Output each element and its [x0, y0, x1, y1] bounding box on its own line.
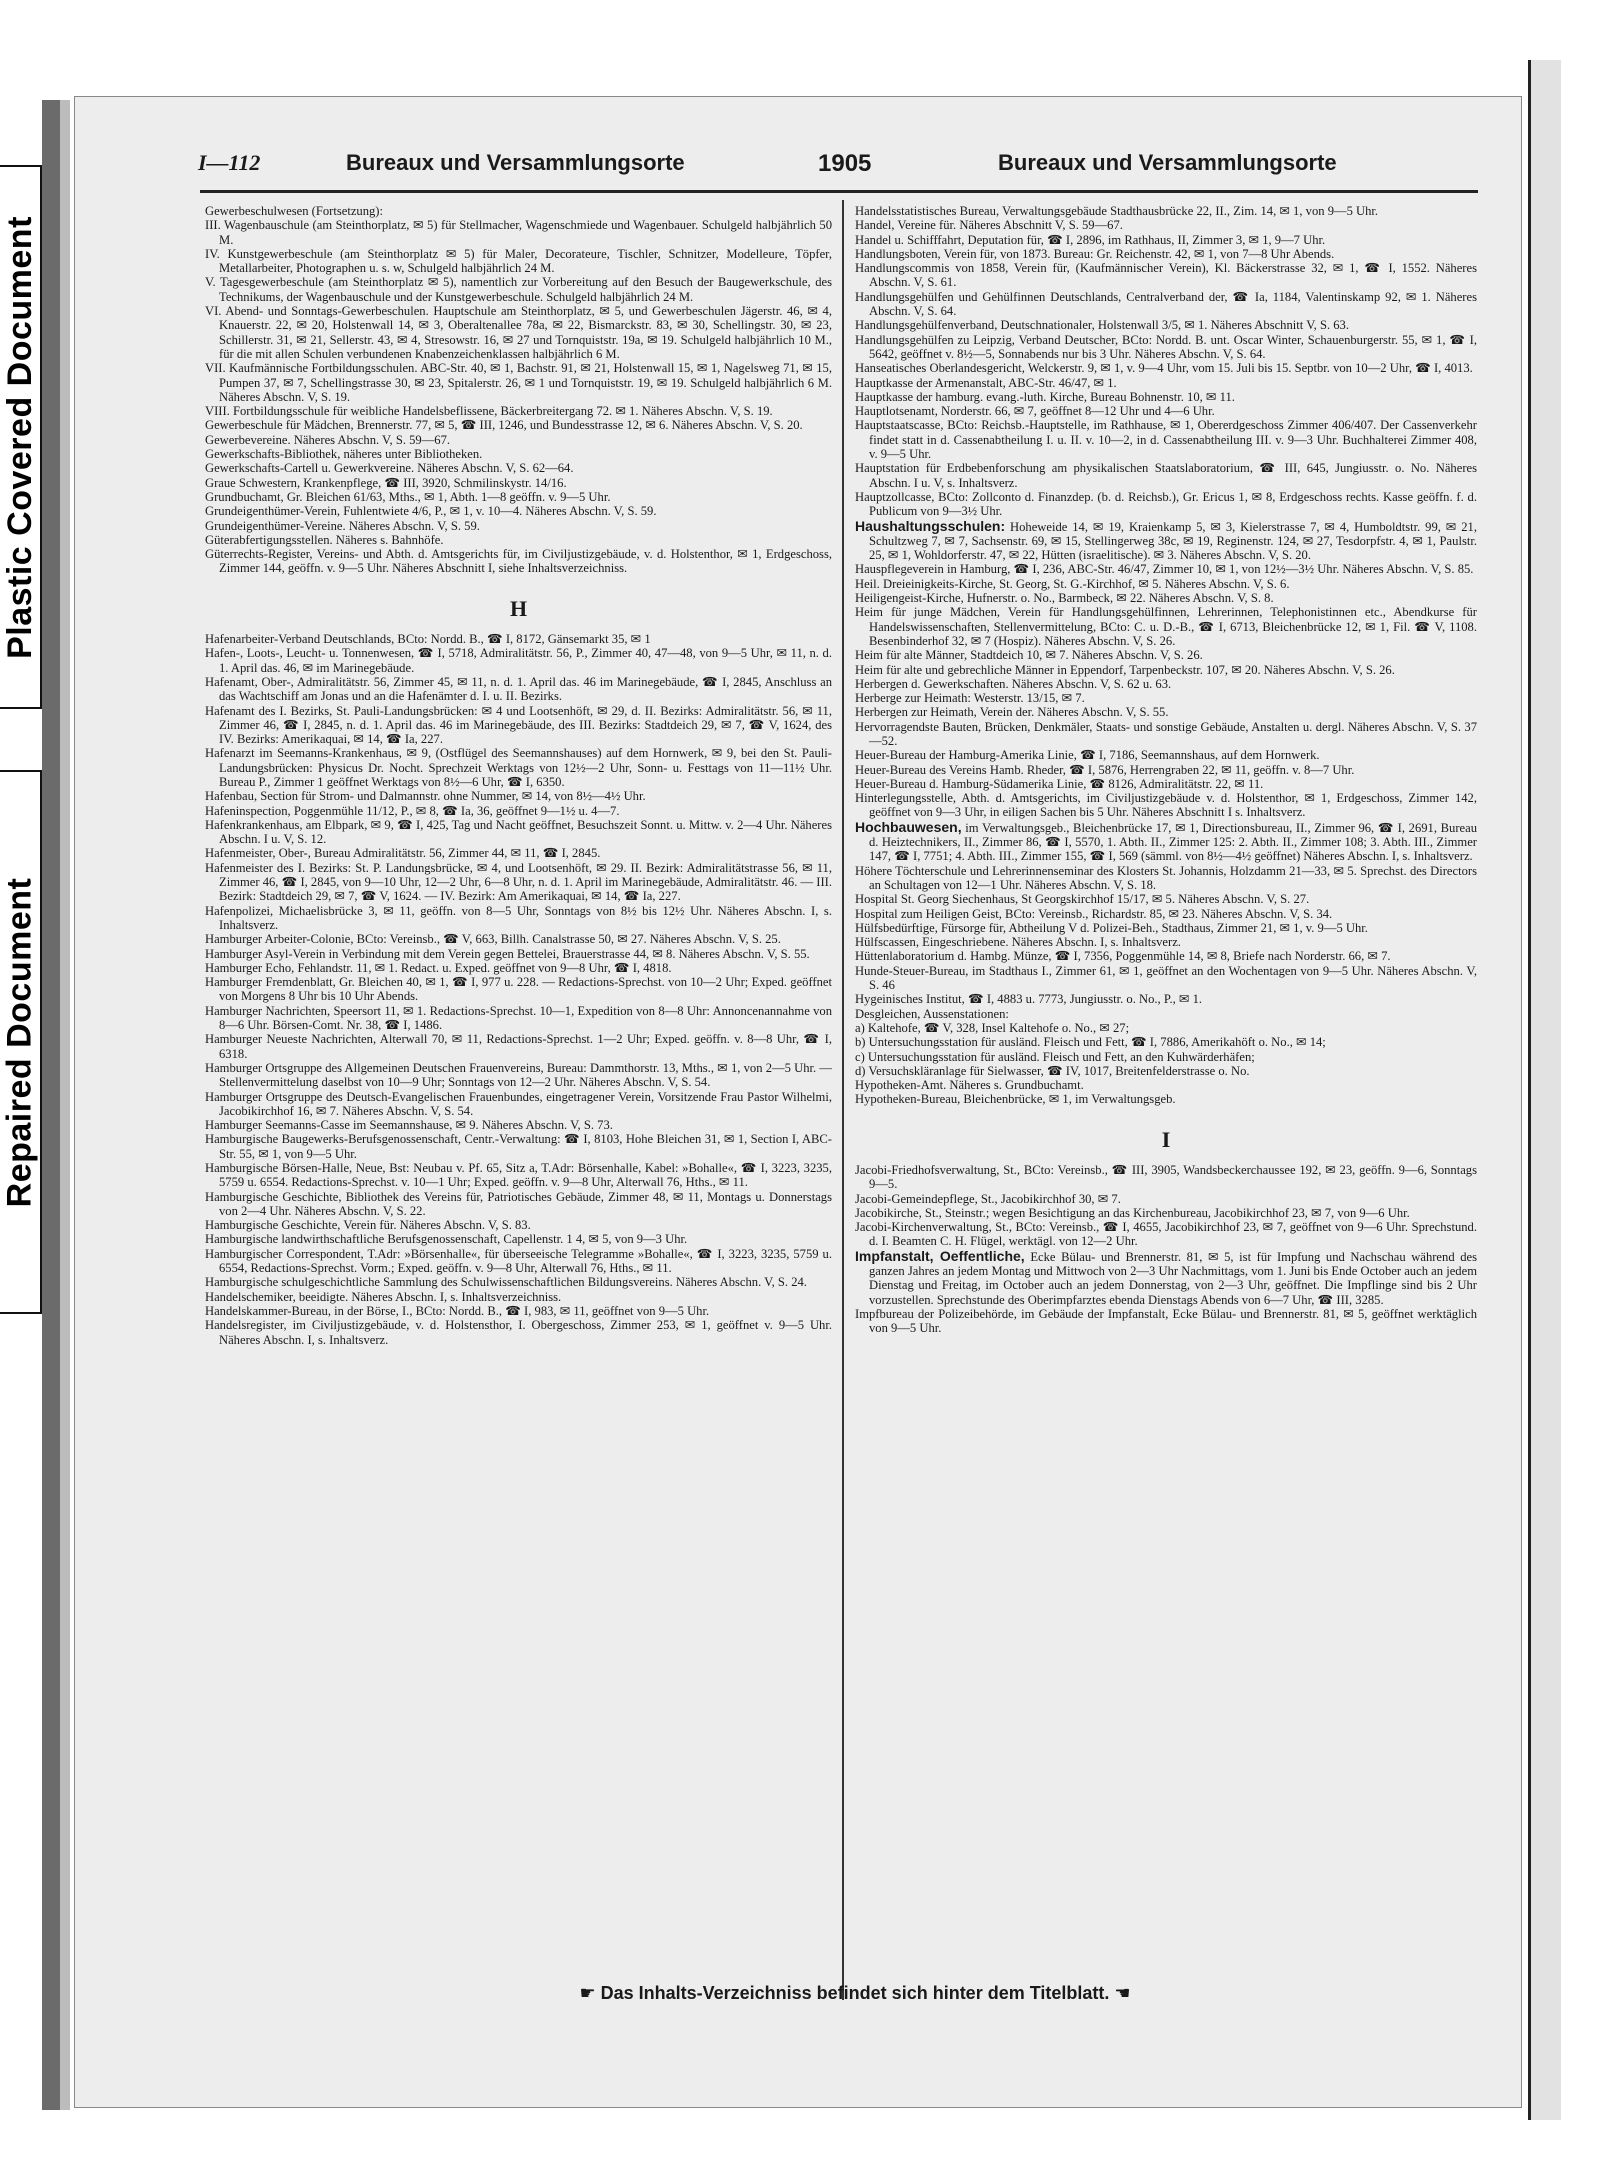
- directory-entry: Hauptkasse der Armenanstalt, ABC-Str. 46/47, ✉ 1.: [855, 375, 1117, 390]
- hochbau-entry: [855, 820, 1477, 864]
- directory-entry: Hafenmeister des I. Bezirks: St. P. Landungsbrücke, ✉ 4, und Lootsenhöft, ✉ 29. II. Bezirk: Admiralitätstrasse 56, ✉ 11, Zimmer 46, ☎ I, 2845, von 9—10 Uhr, 12—2 Uhr, 6—8 Uhr, n. d. 1. April im Marinegebäude, Admiralitätstr. 46. — III. Bezirk: Stadtdeich 29, ✉ 7, ☎ V, 1624. — IV. Bezirk: Am Amerikaquai, ✉ 14, ☎ Ia, 227.: [205, 860, 832, 904]
- directory-entry: Grundeigenthümer-Verein, Fuhlentwiete 4/6, P., ✉ 1, v. 10—4. Näheres Abschn. V, S. 59.: [205, 504, 657, 519]
- directory-entry: Handelschemiker, beeidigte. Näheres Abschn. I, s. Inhaltsverzeichniss.: [205, 1289, 562, 1304]
- right-entries-b: [855, 562, 1477, 819]
- directory-entry: Hamburger Fremdenblatt, Gr. Bleichen 40, ✉ 1, ☎ I, 977 u. 228. — Redactions-Sprechst. von 10—2 Uhr; Exped. geöffnet von Morgens 8 Uhr bis 10 Uhr Abends.: [205, 975, 832, 1004]
- directory-entry: Gewerbevereine. Näheres Abschn. V, S. 59—67.: [205, 432, 451, 447]
- footer-text: Das Inhalts-Verzeichniss befindet sich hinter dem Titelblatt.: [600, 1983, 1110, 2003]
- directory-entry: Hauptkasse der hamburg. evang.-luth. Kirche, Bureau Bohnenstr. 10, ✉ 11.: [855, 389, 1235, 404]
- directory-entry: Hospital St. Georg Siechenhaus, St Georgskirchhof 15/17, ✉ 5. Näheres Abschn. V, S. 27.: [855, 892, 1310, 907]
- directory-entry: Handlungsgehülfen zu Leipzig, Verband Deutscher, BCto: Nordd. B. unt. Oscar Winter, Schauenburgerstr. 55, ✉ 1, ☎ I, 5642, geöffnet v. 8½—5, Sonnabends nur bis 3 Uhr. Näheres Abschn. V, S. 64.: [855, 332, 1477, 361]
- directory-entry: Hamburger Ortsgruppe des Allgemeinen Deutschen Frauenvereins, Bureau: Dammthorstr. 13, Mths., ✉ 1, von 2—5 Uhr. — Stellenvermittelung daselbst von 10—9 Uhr; Sonntags von 12—2 Uhr. Näheres Abschn. V, S. 54.: [205, 1060, 832, 1090]
- haushaltung-heading: Haushaltungsschulen:: [855, 517, 1006, 534]
- right-entries-a: [855, 204, 1477, 519]
- header-title-left: Bureaux und Versammlungsorte: [346, 150, 685, 175]
- directory-entry: Hamburger Asyl-Verein in Verbindung mit dem Verein gegen Bettelei, Brauerstrasse 44, ✉ 8. Näheres Abschn. V, S. 55.: [205, 946, 810, 961]
- school-entry: VI. Abend- und Sonntags-Gewerbeschulen. Hauptschule am Steinthorplatz, ✉ 5, und Gewerbeschulen Jägerstr. 46, ✉ 4, Knauerstr. 22, ✉ 20, Holstenwall 14, ✉ 3, Oberaltenallee 78a, ✉ 22, Bismarckstr. 83, ✉ 30, Schellingstr. 30, ✉ 23, Schillerstr. 31, ✉ 21, Sellerstr. 43, ✉ 4, Stresowstr. 16, ✉ 27 und Tornquiststr. 19a, ✉ 19. Schulgeld halbjährlich 10 M., für die mit allen Schulen verbundenen Knabenzeichenklassen halbjährlich 6 M.: [205, 304, 832, 361]
- directory-entry: Jacobi-Kirchenverwaltung, St., BCto: Vereinsb., ☎ I, 4655, Jacobikirchhof 23, ✉ 7, geöffnet von 9—6 Uhr. Sprechstund. d. I. Beamten C. H. Flügel, werktägl. von 12—2 Uhr.: [855, 1220, 1477, 1249]
- directory-entry: Hypotheken-Bureau, Bleichenbrücke, ✉ 1, im Verwaltungsgeb.: [855, 1092, 1176, 1107]
- desgleichen-items: [855, 1021, 1477, 1078]
- directory-entry: Hamburger Neueste Nachrichten, Alterwall 70, ✉ 11, Redactions-Sprechst. 1—2 Uhr; Exped. geöffn. v. 8—8 Uhr, ☎ I, 6318.: [205, 1032, 832, 1061]
- header-year: 1905: [818, 150, 872, 177]
- directory-entry: Hinterlegungsstelle, Abth. d. Amtsgerichts, im Civiljustizgebäude v. d. Holstenthor, ✉ 1, Erdgeschoss, Zimmer 142, geöffnet von 9—3 Uhr, in eiligen Sachen bis 5 Uhr. Näheres Abschnitt I s. Inhaltsverz.: [855, 791, 1477, 820]
- directory-entry: Jacobi-Gemeindepflege, St., Jacobikirchhof 30, ✉ 7.: [855, 1191, 1121, 1206]
- desgleichen-heading: Desgleichen, Aussenstationen:: [855, 1006, 1009, 1021]
- facing-page-fragments: [1562, 190, 1600, 1840]
- directory-entry: Hervorragendste Bauten, Brücken, Denkmäler, Staats- und sonstige Gebäude, Anstalten u. dergl. Näheres Abschn. V, S. 37—52.: [855, 719, 1477, 748]
- directory-entry: Jacobi-Friedhofsverwaltung, St., BCto: Vereinsb., ☎ III, 3905, Wandsbeckerchaussee 192, ✉ 23, geöffn. 9—6, Sonntags 9—5.: [855, 1163, 1477, 1192]
- directory-entry: Handelsstatistisches Bureau, Verwaltungsgebäude Stadthausbrücke 22, II., Zim. 14, ✉ 1, von 9—5 Uhr.: [855, 204, 1379, 218]
- directory-entry: Hospital zum Heiligen Geist, BCto: Vereinsb., Richardstr. 85, ✉ 23. Näheres Abschn. V, S. 34.: [855, 906, 1333, 921]
- header-rule: [200, 190, 1478, 193]
- directory-entry: Hamburgische schulgeschichtliche Sammlung des Schulwissenschaftlichen Bildungsvereins. Näheres Abschn. V, S. 24.: [205, 1275, 807, 1290]
- h-entries: [205, 632, 832, 1347]
- directory-entry: Herbergen zur Heimath, Verein der. Näheres Abschn. V, S. 55.: [855, 705, 1169, 720]
- directory-entry: Hanseatisches Oberlandesgericht, Welckerstr. 9, ✉ 1, v. 9—4 Uhr, vom 15. Juli bis 15. Septbr. von 10—2 Uhr, ☎ I, 4013.: [855, 361, 1473, 376]
- directory-entry: Hafenarbeiter-Verband Deutschlands, BCto: Nordd. B., ☎ I, 8172, Gänsemarkt 35, ✉ 1: [205, 632, 651, 647]
- directory-entry: Heim für junge Mädchen, Verein für Handlungsgehülfinnen, Lehrerinnen, Telephonistinnen etc., Abendkurse für Handelswissenschaften, Stellenvermittelung, BCto: C. u. D.-B., ☎ I, 6713, Bleichenbrücke 12, ✉ 1, Fil. ☎ V, 1108. Besenbinderhof 32, ✉ 7 (Hospiz). Näheres Abschn. V, S. 26.: [855, 605, 1477, 648]
- impfbureau-entry: Impfbureau der Polizeibehörde, im Gebäude der Impfanstalt, Ecke Bülau- und Brennerstr. 81, ✉ 5, geöffnet werktäglich von 9—5 Uhr.: [855, 1306, 1477, 1336]
- directory-entry: Hülfscassen, Eingeschriebene. Näheres Abschn. I, s. Inhaltsverz.: [855, 935, 1181, 950]
- directory-entry: Gewerkschafts-Bibliothek, näheres unter Bibliotheken.: [205, 447, 483, 462]
- directory-entry: Hauptlotsenamt, Norderstr. 66, ✉ 7, geöffnet 8—12 Uhr und 4—6 Uhr.: [855, 404, 1215, 419]
- directory-entry: Handlungscommis von 1858, Verein für, (Kaufmännischer Verein), Kl. Bäckerstrasse 32, ✉ 1, ☎ I, 1552. Näheres Abschn. V, S. 61.: [855, 261, 1477, 290]
- repaired-document-tab: [0, 770, 42, 1314]
- school-entry: VII. Kaufmännische Fortbildungsschulen. ABC-Str. 40, ✉ 1, Bachstr. 91, ✉ 21, Holstenwall 15, ✉ 1, Nagelsweg 71, ✉ 15, Pumpen 37, ✉ 7, Schellingstrasse 30, ✉ 23, Spitalerstr. 26, ✉ 1 und Tornquiststr. 19, ✉ 19. Schulgeld halbjährlich 6 M. Näheres Abschn. V, S. 19.: [205, 361, 832, 404]
- directory-entry: Hafen-, Loots-, Leucht- u. Tonnenwesen, ☎ I, 5718, Admiralitätstr. 56, P., Zimmer 40, 47—48, von 9—5 Uhr, ✉ 11, n. d. 1. April das. 46, ✉ im Marinegebäude.: [205, 646, 832, 675]
- directory-entry: Handlungsboten, Verein für, von 1873. Bureau: Gr. Reichenstr. 42, ✉ 1, von 7—8 Uhr Abends.: [855, 246, 1335, 261]
- plastic-covered-label: Plastic Covered Document: [0, 215, 39, 659]
- directory-entry: Gewerkschafts-Cartell u. Gewerkvereine. Näheres Abschn. V, S. 62—64.: [205, 461, 574, 476]
- directory-entry: Jacobikirche, St., Steinstr.; wegen Besichtigung an das Kirchenbureau, Jacobikirchhof 23, ✉ 7, von 9—6 Uhr.: [855, 1205, 1410, 1220]
- section-h-letter: H: [509, 595, 528, 621]
- pointing-hand-right-icon: ☚: [1114, 1983, 1131, 2003]
- directory-entry: Hafenamt des I. Bezirks, St. Pauli-Landungsbrücken: ✉ 4 und Lootsenhöft, ✉ 29, d. II. Bezirks: Admiralitätstr. 56, ✉ 11, Zimmer 46, ☎ I, 2845, n. d. 1. April das. 46 im Marinegebäude, des III. Bezirks: Stadtdeich 29, ✉ 7, ☎ V, 1624, des IV. Bezirks: Amerikaquai, ✉ 14, ☎ Ia, 227.: [205, 703, 832, 747]
- directory-entry: Hunde-Steuer-Bureau, im Stadthaus I., Zimmer 61, ✉ 1, geöffnet an den Wochentagen von 9—5 Uhr. Näheres Abschn. V, S. 46: [855, 963, 1477, 993]
- directory-entry: Handelskammer-Bureau, in der Börse, I., BCto: Nordd. B., ☎ I, 983, ✉ 11, geöffnet von 9—5 Uhr.: [205, 1303, 710, 1318]
- directory-entry: Hülfsbedürftige, Fürsorge für, Abtheilung V d. Polizei-Beh., Stadthaus, Zimmer 21, ✉ 1, v. 9—5 Uhr.: [855, 920, 1368, 935]
- directory-entry: Hamburgische Baugewerks-Berufsgenossenschaft, Centr.-Verwaltung: ☎ I, 8103, Hohe Bleichen 31, ✉ 1, Section I, ABC-Str. 55, ✉ 1, von 9—5 Uhr.: [205, 1132, 832, 1161]
- directory-entry: Grundeigenthümer-Vereine. Näheres Abschn. V, S. 59.: [205, 518, 480, 533]
- impfanstalt-entry: [855, 1249, 1477, 1307]
- school-entry: III. Wagenbauschule (am Steinthorplatz, ✉ 5) für Stellmacher, Wagenschmiede und Wagenbauer. Schulgeld halbjährlich 50 M.: [205, 218, 832, 247]
- directory-entry: Heuer-Bureau der Hamburg-Amerika Linie, ☎ I, 7186, Seemannshaus, auf dem Hornwerk.: [855, 748, 1320, 763]
- directory-entry: Handlungsgehülfenverband, Deutschnationaler, Holstenwall 3/5, ✉ 1. Näheres Abschnitt V, S. 63.: [855, 318, 1350, 333]
- directory-entry: Hauspflegeverein in Hamburg, ☎ I, 236, ABC-Str. 46/47, Zimmer 10, ✉ 1, von 12½—3½ Uhr. Näheres Abschn. V, S. 85.: [855, 562, 1474, 577]
- directory-entry: Hamburger Arbeiter-Colonie, BCto: Vereinsb., ☎ V, 663, Billh. Canalstrasse 50, ✉ 27. Näheres Abschn. V, S. 25.: [205, 932, 781, 947]
- continuation-heading: Gewerbeschulwesen (Fortsetzung):: [205, 204, 384, 218]
- right-entries-d: [855, 1078, 1477, 1107]
- directory-entry: Hamburger Ortsgruppe des Deutsch-Evangelischen Frauenbundes, eingetragener Verein, Vorsitzende Frau Pastor Wilhelmi, Jacobikirchhof 16, ✉ 7. Näheres Abschn. V, S. 54.: [205, 1089, 832, 1118]
- haushaltung-body: Hoheweide 14, ✉ 19, Kraienkamp 5, ✉ 3, Kielerstrasse 7, ✉ 4, Humboldtstr. 99, ✉ 21, Schultzweg 7, ✉ 7, Sachsenstr. 69, ✉ 15, Stellingerweg 38c, ✉ 19, Reginenstr. 124, ✉ 27, Tesdorpfstr. 4, ✉ 1, Paulstr. 25, ✉ 1, Wohldorferstr. 47, ✉ 22, Hütten (israelitische). ✉ 3. Näheres Abschn. V, S. 20.: [869, 519, 1477, 563]
- page-footer: [455, 1983, 1255, 2009]
- directory-entry: Graue Schwestern, Krankenpflege, ☎ III, 3920, Schmilinskystr. 14/16.: [205, 475, 567, 490]
- directory-entry: Hauptzollcasse, BCto: Zollconto d. Finanzdep. (b. d. Reichsb.), Gr. Ericus 1, ✉ 8, Erdgeschoss rechts. Kasse geöffn. f. d. Publicum von 9—3½ Uhr.: [855, 489, 1477, 519]
- directory-entry: Hafenmeister, Ober-, Bureau Admiralitätstr. 56, Zimmer 44, ✉ 11, ☎ I, 2845.: [205, 846, 601, 861]
- sub-station-entry: a) Kaltehofe, ☎ V, 328, Insel Kaltehofe o. No., ✉ 27;: [855, 1020, 1130, 1035]
- directory-entry: Hamburgische Geschichte, Bibliothek des Vereins für, Patriotisches Gebäude, Zimmer 48, ✉ 11, Montags u. Donnerstags von 2—4 Uhr. Näheres Abschn. V, S. 22.: [205, 1189, 832, 1218]
- schools-list: [205, 218, 832, 418]
- school-entry: IV. Kunstgewerbeschule (am Steinthorplatz ✉ 5) für Maler, Decorateure, Tischler, Schnitzer, Modelleure, Töpfer, Metallarbeiter, Photographen u. s. w, Schulgeld halbjährlich 24 M.: [205, 246, 832, 276]
- school-entry: VIII. Fortbildungsschule für weibliche Handelsbeflissene, Bäckerbreitergang 72. ✉ 1. Näheres Abschn. V, S. 19.: [205, 404, 773, 419]
- directory-entry: Hygeinisches Institut, ☎ I, 4883 u. 7773, Jungiusstr. o. No., P., ✉ 1.: [855, 992, 1203, 1007]
- directory-entry: Hamburger Seemanns-Casse im Seemannshause, ✉ 9. Näheres Abschn. V, S. 73.: [205, 1118, 613, 1133]
- directory-entry: Hafenpolizei, Michaelisbrücke 3, ✉ 11, geöffn. von 8—5 Uhr, Sonntags von 8½ bis 12½ Uhr. Näheres Abschn. I, s. Inhaltsverz.: [205, 903, 832, 932]
- sub-station-entry: c) Untersuchungsstation für ausländ. Fleisch und Fett, an den Kuhwärderhäfen;: [855, 1049, 1255, 1064]
- directory-entry: Hamburgische Börsen-Halle, Neue, Bst: Neubau v. Pf. 65, Sitz a, T.Adr: Börsenhalle, Kabel: »Bohalle«, ☎ I, 3223, 3235, 5759 u. 6554. Redactions-Sprechst. v. 10—1 Uhr; Exped. geöffn. v. 9—8 Uhr, Alterwall 76, Hths., ✉ 11.: [205, 1161, 832, 1190]
- right-column: [855, 204, 1477, 1336]
- directory-entry: Handelsregister, im Civiljustizgebäude, v. d. Holstensthor, I. Obergeschoss, Zimmer 253, ✉ 1, geöffnet v. 9—5 Uhr. Näheres Abschn. I, s. Inhaltsverz.: [205, 1318, 832, 1347]
- plastic-covered-tab: [0, 165, 42, 709]
- directory-entry: Heiligengeist-Kirche, Hufnerstr. o. No., Barmbeck, ✉ 22. Näheres Abschn. V, S. 8.: [855, 591, 1274, 606]
- directory-entry: Hauptstation für Erdbebenforschung am physikalischen Staatslaboratorium, ☎ III, 645, Jungiusstr. o. No. Näheres Abschn. I u. V, s. Inhaltsverz.: [855, 461, 1477, 490]
- directory-entry: Heim für alte und gebrechliche Männer in Eppendorf, Tarpenbeckstr. 107, ✉ 20. Näheres Abschn. V, S. 26.: [855, 662, 1395, 677]
- left-entries: [205, 418, 832, 575]
- directory-entry: Güterrechts-Register, Vereins- und Abth. d. Amtsgerichts für, im Civiljustizgebäude, v. d. Holstenthor, ✉ 1, Erdgeschoss, Zimmer 144, geöffn. v. 9—5 Uhr. Näheres Abschnitt I, siehe Inhaltsverzeichniss.: [205, 547, 832, 576]
- impfanstalt-heading: Impfanstalt, Oeffentliche,: [855, 1247, 1025, 1264]
- directory-entry: Hafeninspection, Poggenmühle 11/12, P., ✉ 8, ☎ Ia, 36, geöffnet 9—1½ u. 4—7.: [205, 803, 620, 818]
- column-divider: [842, 200, 844, 2000]
- directory-entry: Hafenarzt im Seemanns-Krankenhaus, ✉ 9, (Ostflügel des Seemannshauses) auf dem Hornwerk, ✉ 9, bei den St. Pauli-Landungsbrücken: Physicus Dr. Nocht. Sprechzeit Werktags von 12½—2 Uhr, Sonn- u. Festtags von 11—11½ Uhr. Bureau P., Zimmer 1 geöffnet Werktags von 8½—6 Uhr, ☎ I, 6350.: [205, 746, 832, 789]
- impfanstalt-body: Ecke Bülau- und Brennerstr. 81, ✉ 5, ist für Impfung und Nachschau während des ganzen Jahres an jedem Montag und Mittwoch von 2—3 Uhr Nachmittags, vom 1. Juni bis Ende October auch an jedem Dienstag und Freitag, im October auch an jedem Donnerstag, von 2—3 Uhr, geöffnet. Die Impflinge sind bis 2 Uhr vorzustellen. Sprechstunde des Oberimpfarztes ebenda Dienstags Abends von 6—7 Uhr, ☎ III, 3285.: [869, 1249, 1477, 1307]
- directory-entry: Heil. Dreieinigkeits-Kirche, St. Georg, St. G.-Kirchhof, ✉ 5. Näheres Abschn. V, S. 6.: [855, 576, 1290, 591]
- directory-entry: Handlungsgehülfen und Gehülfinnen Deutschlands, Centralverband der, ☎ Ia, 1184, Valentinskamp 92, ✉ 1. Näheres Abschn. V, S. 64.: [855, 289, 1477, 319]
- directory-entry: Handel u. Schifffahrt, Deputation für, ☎ I, 2896, im Rathhaus, II, Zimmer 3, ✉ 1, 9—7 Uhr.: [855, 232, 1326, 247]
- repaired-document-label: Repaired Document: [0, 877, 39, 1207]
- pointing-hand-left-icon: ☛: [579, 1983, 596, 2003]
- binding-edge: [42, 100, 60, 2110]
- hochbau-body: im Verwaltungsgeb., Bleichenbrücke 17, ✉ 1, Directionsbureau, II., Zimmer 96, ☎ I, 2691, Bureau d. Heiztechnikers, II., Zimmer 86, ☎ I, 5570, 1. Abth. II., Zimmer 125: 2. Abth. II., Zimmer 108; 3. Abth. III., Zimmer 147, ☎ I, 7751; 4. Abth. III., Zimmer 155, ☎ I, 569 (sämml. von 8½—4½ geöffnet) Näheres Abschn. I, s. Inhaltsverz.: [869, 820, 1478, 864]
- directory-entry: Hüttenlaboratorium d. Hambg. Münze, ☎ I, 7356, Poggenmühle 14, ✉ 8, Briefe nach Norderstr. 66, ✉ 7.: [855, 949, 1391, 964]
- directory-entry: Herbergen d. Gewerkschaften. Näheres Abschn. V, S. 62 u. 63.: [855, 676, 1172, 691]
- binding-edge-inner: [60, 100, 70, 2110]
- directory-entry: Höhere Töchterschule und Lehrerinnenseminar des Klosters St. Johannis, Holzdamm 21—33, ✉ 5. Sprechst. des Directors an Schultagen von 12—1 Uhr. Näheres Abschn. V, S. 18.: [855, 863, 1477, 892]
- school-entry: V. Tagesgewerbeschule (am Steinthorplatz ✉ 5), namentlich zur Vorbereitung auf den Besuch der Baugewerkschule, des Technikums, der Wagenbauschule und der Kunstgewerbeschule. Schulgeld halbjährlich 24 M.: [205, 275, 832, 304]
- directory-entry: Hamburger Nachrichten, Speersort 11, ✉ 1. Redactions-Sprechst. 10—1, Expedition von 8—8 Uhr: Annoncenannahme von 8—6 Uhr. Börsen-Comt. Nr. 38, ☎ I, 1486.: [205, 1003, 832, 1033]
- directory-entry: Hafenkrankenhaus, am Elbpark, ✉ 9, ☎ I, 425, Tag und Nacht geöffnet, Besuchszeit Sonnt. u. Mittw. v. 2—4 Uhr. Näheres Abschn. I u. V, S. 12.: [205, 817, 832, 847]
- directory-entry: Gewerbeschule für Mädchen, Brennerstr. 77, ✉ 5, ☎ III, 1246, und Bundesstrasse 12, ✉ 6. Näheres Abschn. V, S. 20.: [205, 418, 803, 433]
- header-title-right: Bureaux und Versammlungsorte: [998, 150, 1337, 175]
- section-i-letter: I: [1161, 1126, 1171, 1152]
- directory-entry: Hamburger Echo, Fehlandstr. 11, ✉ 1. Redact. u. Exped. geöffnet von 9—8 Uhr, ☎ I, 4818.: [205, 960, 672, 975]
- directory-entry: Herberge zur Heimath: Westerstr. 13/15, ✉ 7.: [855, 691, 1085, 706]
- haushaltung-entry: [855, 519, 1477, 563]
- directory-entry: Grundbuchamt, Gr. Bleichen 61/63, Mths., ✉ 1, Abth. 1—8 geöffn. v. 9—5 Uhr.: [205, 489, 611, 504]
- right-entries-c: [855, 864, 1477, 1007]
- directory-entry: Güterabfertigungsstellen. Näheres s. Bahnhöfe.: [205, 532, 444, 547]
- directory-entry: Hafenbau, Section für Strom- und Dalmannstr. ohne Nummer, ✉ 14, von 8½—4½ Uhr.: [205, 789, 646, 804]
- directory-entry: Hafenamt, Ober-, Admiralitätstr. 56, Zimmer 45, ✉ 11, n. d. 1. April das. 46 im Marinegebäude, ☎ I, 2845, Anschluss an das Wachtschiff am Jonas und an die Hafenämter d. I. u. II. Bezirks.: [205, 674, 832, 704]
- directory-entry: Hamburgische landwirthschaftliche Berufsgenossenschaft, Capellenstr. 1 4, ✉ 5, von 9—3 Uhr.: [205, 1232, 688, 1247]
- directory-entry: Hauptstaatscasse, BCto: Reichsb.-Hauptstelle, im Rathhause, ✉ 1, Obererdgeschoss Zimmer 406/407. Der Cassenverkehr findet statt in d. Cassenabtheilung I. u. II. v. 10—2, in d. Cassenabtheilung III. v. 9—3 Uhr. Buchhalterei Zimmer 408, v. 9—5 Uhr.: [855, 418, 1477, 462]
- directory-entry: Hamburgische Geschichte, Verein für. Näheres Abschn. V, S. 83.: [205, 1218, 531, 1233]
- directory-entry: Hypotheken-Amt. Näheres s. Grundbuchamt.: [855, 1078, 1084, 1093]
- directory-entry: Hamburgischer Correspondent, T.Adr: »Börsenhalle«, für überseeische Telegramme »Bohalle«, ☎ I, 3223, 3235, 5759 u. 6554, Redactions-Sprechst. Vorm.; Exped. geöffn. v. 9—8 Uhr, Alterwall 76, Hths., ✉ 11.: [205, 1246, 832, 1276]
- page-header: [128, 150, 1478, 184]
- facing-page-edge: [1528, 60, 1561, 2120]
- sub-station-entry: d) Versuchskläranlage für Sielwasser, ☎ IV, 1017, Breitenfelderstrasse o. No.: [855, 1063, 1250, 1078]
- i-entries: [855, 1163, 1477, 1249]
- hochbau-heading: Hochbauwesen,: [855, 818, 962, 835]
- page-number: I—112: [198, 150, 261, 175]
- sub-station-entry: b) Untersuchungsstation für ausländ. Fleisch und Fett, ☎ I, 7886, Amerikahöft o. No., ✉ 14;: [855, 1035, 1326, 1050]
- directory-entry: Handel, Vereine für. Näheres Abschnitt V, S. 59—67.: [855, 218, 1123, 233]
- directory-entry: Heuer-Bureau d. Hamburg-Südamerika Linie, ☎ 8126, Admiralitätstr. 22, ✉ 11.: [855, 776, 1264, 791]
- left-column: [205, 204, 832, 1347]
- directory-entry: Heim für alte Männer, Stadtdeich 10, ✉ 7. Näheres Abschn. V, S. 26.: [855, 648, 1203, 663]
- directory-entry: Heuer-Bureau des Vereins Hamb. Rheder, ☎ I, 5876, Herrengraben 22, ✉ 11, geöffn. v. 8—7 Uhr.: [855, 762, 1355, 777]
